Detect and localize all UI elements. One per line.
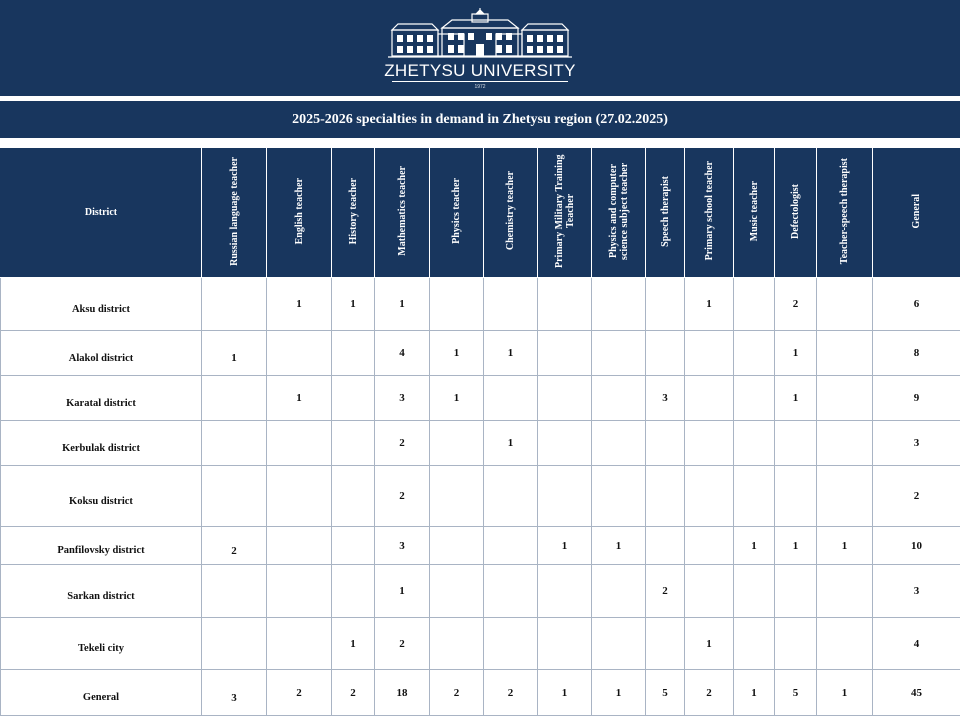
- value-cell: [817, 376, 873, 421]
- value-cell: [592, 331, 646, 376]
- district-cell: Panfilovsky district: [1, 527, 202, 565]
- value-cell: [484, 376, 538, 421]
- value-cell: [646, 331, 685, 376]
- value-cell: [817, 618, 873, 670]
- column-header: Mathematics teacher: [375, 148, 430, 278]
- value-cell: 2: [646, 565, 685, 618]
- value-cell: 1: [592, 527, 646, 565]
- value-cell: [646, 466, 685, 527]
- value-cell: 1: [430, 331, 484, 376]
- value-cell: 4: [873, 618, 960, 670]
- table-row: [1, 565, 960, 618]
- value-cell: 18: [375, 670, 430, 716]
- value-cell: 2: [430, 670, 484, 716]
- column-header: Physics and computer science subject teacher: [592, 148, 646, 278]
- table-row: [1, 278, 960, 331]
- table-row: [1, 331, 960, 376]
- value-cell: [646, 421, 685, 466]
- value-cell: 8: [873, 331, 960, 376]
- value-cell: [332, 565, 375, 618]
- value-cell: [430, 565, 484, 618]
- value-cell: 1: [332, 618, 375, 670]
- value-cell: [484, 527, 538, 565]
- value-cell: [775, 466, 817, 527]
- value-cell: [538, 421, 592, 466]
- value-cell: 10: [873, 527, 960, 565]
- value-cell: [592, 278, 646, 331]
- value-cell: [430, 278, 484, 331]
- value-cell: [592, 565, 646, 618]
- value-cell: 5: [775, 670, 817, 716]
- value-cell: [775, 565, 817, 618]
- value-cell: 2: [375, 421, 430, 466]
- header-row: [1, 148, 960, 278]
- column-header: Music teacher: [734, 148, 775, 278]
- column-header: English teacher: [267, 148, 332, 278]
- value-cell: [430, 527, 484, 565]
- value-cell: 1: [734, 527, 775, 565]
- value-cell: 1: [592, 670, 646, 716]
- value-cell: [332, 331, 375, 376]
- value-cell: 3: [375, 527, 430, 565]
- value-cell: [817, 278, 873, 331]
- value-cell: [267, 565, 332, 618]
- value-cell: 1: [332, 278, 375, 331]
- value-cell: [734, 278, 775, 331]
- district-cell: Alakol district: [1, 331, 202, 376]
- value-cell: 9: [873, 376, 960, 421]
- column-header-district: District: [1, 148, 202, 278]
- district-cell: Tekeli city: [1, 618, 202, 670]
- value-cell: 3: [375, 376, 430, 421]
- top-banner: [0, 0, 960, 96]
- column-header: Chemistry teacher: [484, 148, 538, 278]
- value-cell: [592, 618, 646, 670]
- value-cell: [592, 421, 646, 466]
- column-header: Primary Military Training Teacher: [538, 148, 592, 278]
- value-cell: [484, 278, 538, 331]
- table-row: [1, 527, 960, 565]
- table-row: [1, 466, 960, 527]
- column-header: History teacher: [332, 148, 375, 278]
- value-cell: [332, 527, 375, 565]
- value-cell: [202, 565, 267, 618]
- value-cell: 2: [202, 527, 267, 565]
- value-cell: [685, 331, 734, 376]
- value-cell: 1: [775, 527, 817, 565]
- value-cell: [430, 466, 484, 527]
- value-cell: 1: [685, 618, 734, 670]
- district-cell: Koksu district: [1, 466, 202, 527]
- value-cell: [267, 527, 332, 565]
- value-cell: [332, 466, 375, 527]
- value-cell: 2: [267, 670, 332, 716]
- demand-table: [0, 147, 960, 716]
- value-cell: [592, 376, 646, 421]
- value-cell: [332, 421, 375, 466]
- value-cell: 2: [332, 670, 375, 716]
- value-cell: 1: [775, 376, 817, 421]
- table-row: [1, 376, 960, 421]
- value-cell: [484, 565, 538, 618]
- table-row: [1, 421, 960, 466]
- value-cell: 1: [817, 527, 873, 565]
- value-cell: [202, 278, 267, 331]
- value-cell: [734, 565, 775, 618]
- value-cell: [267, 331, 332, 376]
- value-cell: [538, 618, 592, 670]
- value-cell: [202, 618, 267, 670]
- value-cell: [592, 466, 646, 527]
- value-cell: 3: [873, 565, 960, 618]
- value-cell: [734, 466, 775, 527]
- university-name: ZHETYSU UNIVERSITY: [384, 61, 576, 80]
- value-cell: [538, 376, 592, 421]
- column-header: Russian language teacher: [202, 148, 267, 278]
- table-row: [1, 618, 960, 670]
- district-cell: Kerbulak district: [1, 421, 202, 466]
- value-cell: [538, 466, 592, 527]
- logo-divider: [392, 81, 568, 82]
- value-cell: 1: [267, 376, 332, 421]
- column-header: Defectologist: [775, 148, 817, 278]
- value-cell: [685, 565, 734, 618]
- value-cell: [267, 618, 332, 670]
- table-total-row: [1, 670, 960, 716]
- value-cell: [734, 421, 775, 466]
- value-cell: 1: [817, 670, 873, 716]
- value-cell: 2: [873, 466, 960, 527]
- district-cell: Sarkan district: [1, 565, 202, 618]
- value-cell: 3: [202, 670, 267, 716]
- value-cell: [775, 421, 817, 466]
- value-cell: 1: [484, 421, 538, 466]
- value-cell: 1: [375, 565, 430, 618]
- value-cell: 3: [646, 376, 685, 421]
- district-cell: Aksu district: [1, 278, 202, 331]
- university-year: 1972: [474, 84, 486, 90]
- university-logo: [380, 6, 580, 92]
- table-body: [1, 278, 960, 716]
- value-cell: [775, 618, 817, 670]
- value-cell: [484, 618, 538, 670]
- value-cell: [817, 466, 873, 527]
- value-cell: 2: [375, 466, 430, 527]
- value-cell: 1: [538, 527, 592, 565]
- value-cell: [646, 527, 685, 565]
- value-cell: [646, 278, 685, 331]
- value-cell: 5: [646, 670, 685, 716]
- district-cell: General: [1, 670, 202, 716]
- column-header: Speech therapist: [646, 148, 685, 278]
- value-cell: [646, 618, 685, 670]
- value-cell: 2: [685, 670, 734, 716]
- column-header: Primary school teacher: [685, 148, 734, 278]
- value-cell: 45: [873, 670, 960, 716]
- column-header-general: General: [873, 148, 960, 278]
- value-cell: [685, 466, 734, 527]
- value-cell: [538, 278, 592, 331]
- value-cell: 1: [430, 376, 484, 421]
- building-icon: [380, 6, 580, 62]
- value-cell: 1: [775, 331, 817, 376]
- value-cell: [202, 376, 267, 421]
- value-cell: [685, 527, 734, 565]
- value-cell: [685, 421, 734, 466]
- value-cell: [817, 331, 873, 376]
- column-header: Physics teacher: [430, 148, 484, 278]
- value-cell: 1: [267, 278, 332, 331]
- value-cell: [430, 421, 484, 466]
- value-cell: 2: [375, 618, 430, 670]
- value-cell: 2: [775, 278, 817, 331]
- value-cell: [267, 466, 332, 527]
- value-cell: [734, 618, 775, 670]
- value-cell: [484, 466, 538, 527]
- value-cell: [817, 565, 873, 618]
- value-cell: 6: [873, 278, 960, 331]
- value-cell: 1: [685, 278, 734, 331]
- value-cell: [734, 376, 775, 421]
- value-cell: 4: [375, 331, 430, 376]
- column-header: Teacher-speech therapist: [817, 148, 873, 278]
- value-cell: [685, 376, 734, 421]
- value-cell: [332, 376, 375, 421]
- value-cell: 3: [873, 421, 960, 466]
- value-cell: 1: [734, 670, 775, 716]
- value-cell: 2: [484, 670, 538, 716]
- page-title: 2025-2026 specialties in demand in Zhetysu region (27.02.2025): [0, 99, 960, 138]
- district-cell: Karatal district: [1, 376, 202, 421]
- value-cell: 1: [375, 278, 430, 331]
- value-cell: 1: [484, 331, 538, 376]
- value-cell: [267, 421, 332, 466]
- value-cell: 1: [202, 331, 267, 376]
- value-cell: [538, 331, 592, 376]
- value-cell: [430, 618, 484, 670]
- value-cell: 1: [538, 670, 592, 716]
- value-cell: [734, 331, 775, 376]
- value-cell: [538, 565, 592, 618]
- value-cell: [817, 421, 873, 466]
- value-cell: [202, 466, 267, 527]
- value-cell: [202, 421, 267, 466]
